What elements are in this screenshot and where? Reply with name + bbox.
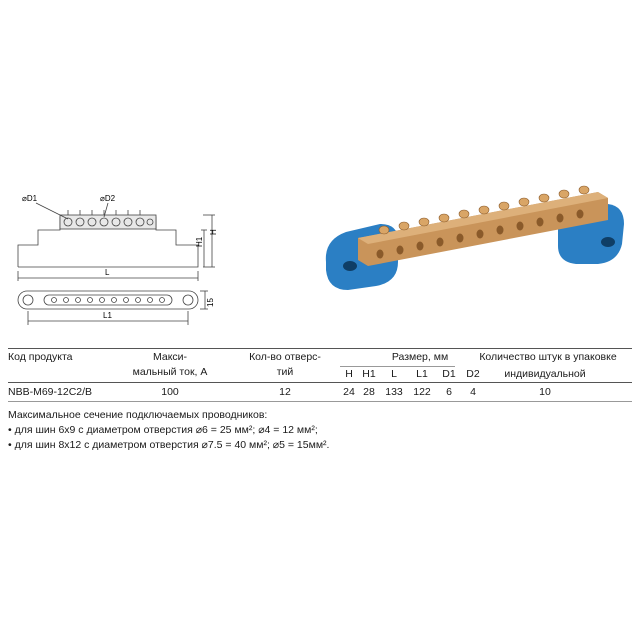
header-size-l: L (391, 368, 397, 380)
technical-drawing (8, 185, 223, 335)
row-size-h1: 28 (363, 386, 375, 398)
l1-label: L1 (103, 311, 112, 320)
row-size-d2: 4 (470, 386, 476, 398)
header-size-h1: H1 (362, 368, 376, 380)
row-code: NBB-M69-12C2/B (8, 386, 93, 398)
row-size-l: 133 (385, 386, 403, 398)
header-current-line1: Макси- (152, 351, 188, 363)
header-current-line2: мальный ток, А (132, 366, 208, 378)
table-header-rule (8, 382, 632, 383)
header-holes-line1: Кол-во отверс- (249, 351, 321, 363)
d2-label: ⌀D2 (100, 194, 116, 203)
width-label: 15 (206, 298, 215, 307)
row-size-d1: 6 (446, 386, 452, 398)
notes-line-1: • для шин 6х9 с диаметром отверстия ⌀6 = 25 мм²; ⌀4 = 12 мм²; (8, 424, 318, 436)
header-code: Код продукта (8, 351, 73, 363)
notes-heading: Максимальное сечение подключаемых проводников: (8, 409, 268, 421)
row-size-l1: 122 (413, 386, 431, 398)
header-holes-line2: тий (276, 366, 294, 378)
header-size-d2: D2 (466, 368, 480, 380)
busbar-photo-illustration (318, 170, 630, 320)
table-top-rule (8, 348, 632, 349)
header-size-d1: D1 (442, 368, 456, 380)
busbar-dimension-drawing (8, 185, 223, 335)
header-qty-line2: индивидуальной (504, 368, 586, 380)
header-size: Размер, мм (391, 351, 449, 363)
row-size-h: 24 (343, 386, 355, 398)
row-qty: 10 (539, 386, 551, 398)
row-current: 100 (161, 386, 179, 398)
d1-label: ⌀D1 (22, 194, 38, 203)
header-size-h: H (345, 368, 353, 380)
size-subheader-rule (340, 366, 455, 367)
h1-label: H1 (195, 236, 204, 247)
header-qty-line1: Количество штук в упаковке (479, 351, 617, 363)
header-size-l1: L1 (416, 368, 428, 380)
notes-section (8, 408, 329, 453)
notes-line-2: • для шин 8х12 с диаметром отверстия ⌀7.5 = 40 мм²; ⌀5 = 15мм². (8, 439, 330, 451)
row-holes: 12 (279, 386, 291, 398)
l-label: L (105, 268, 110, 277)
table-bottom-rule (8, 401, 632, 402)
product-photo (318, 170, 630, 320)
h-label: H (209, 229, 218, 235)
